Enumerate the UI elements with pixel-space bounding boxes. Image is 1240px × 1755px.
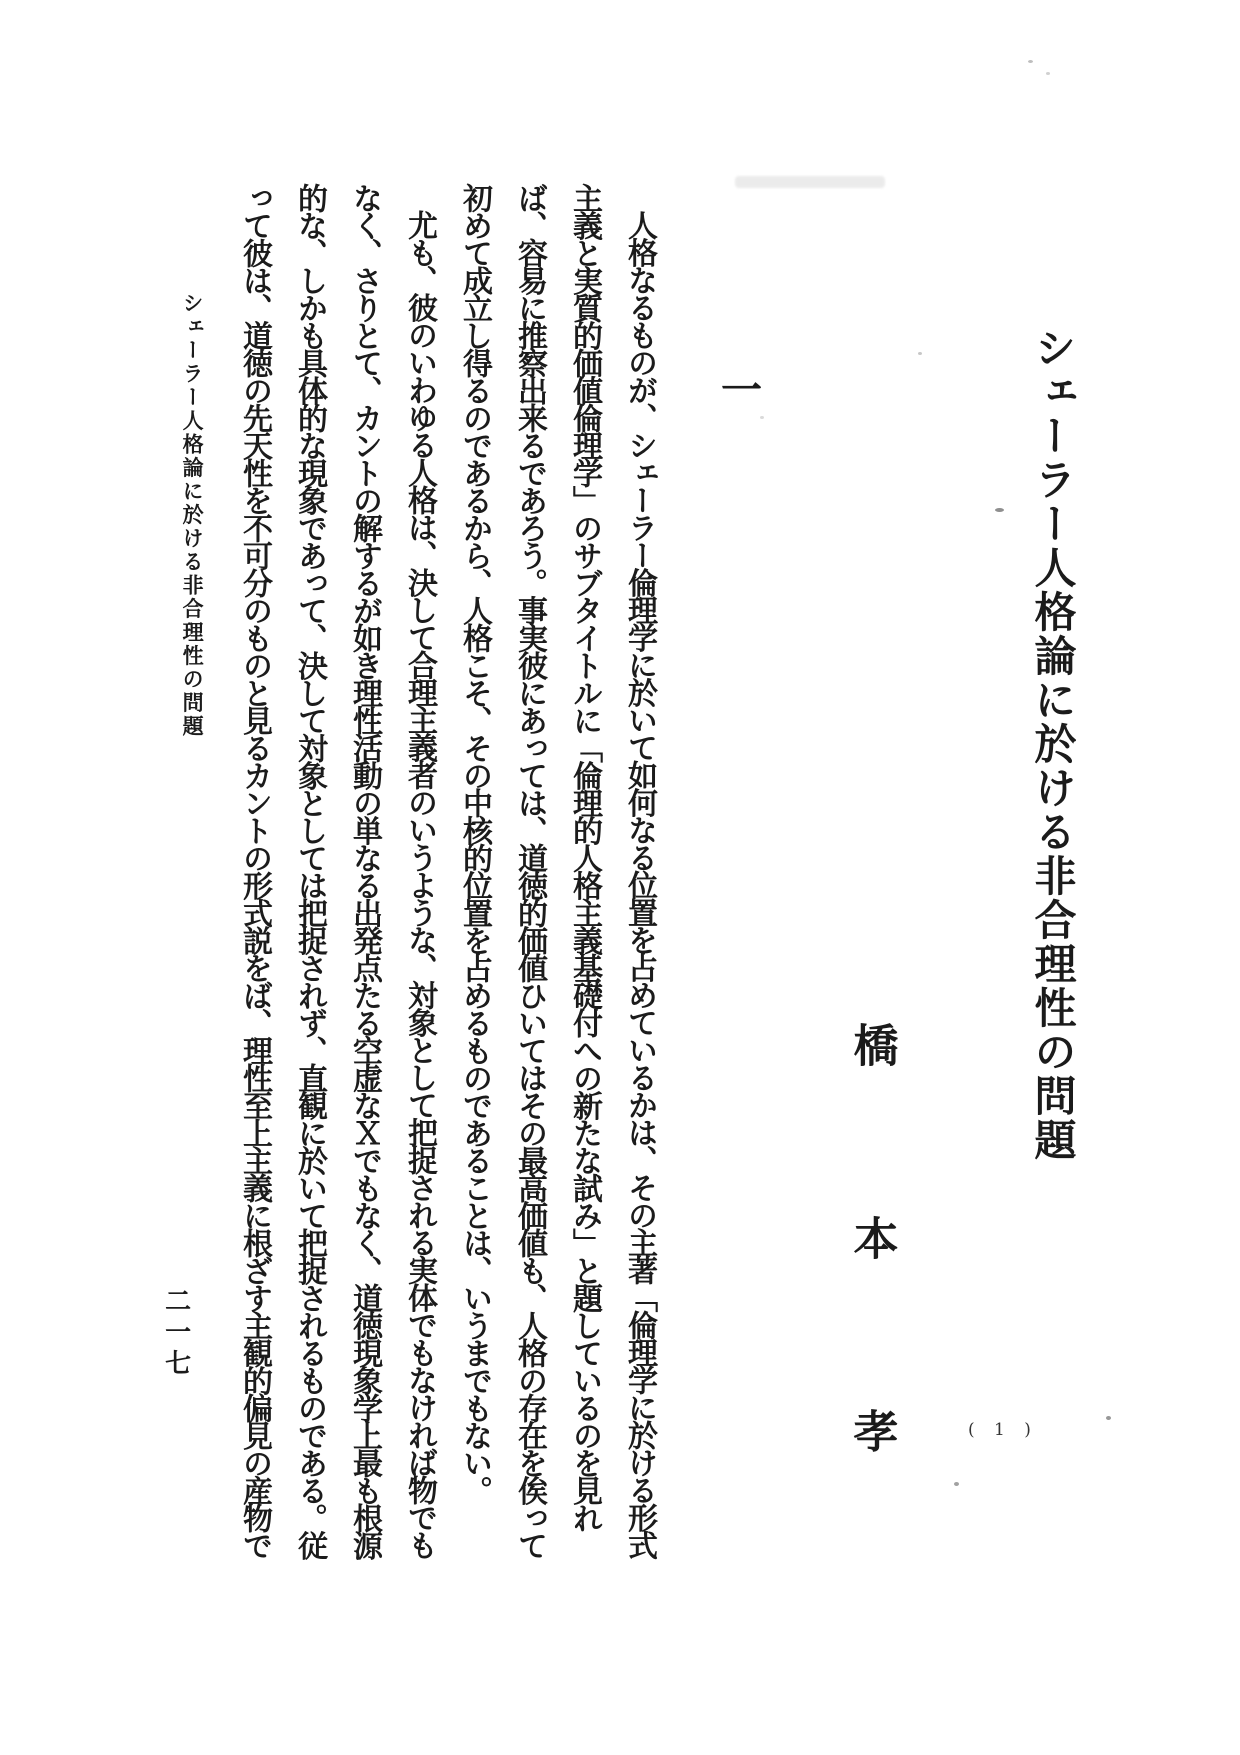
- running-title: シェーラー人格論に於ける非合理性の問題: [180, 292, 206, 739]
- scan-speck: [1028, 60, 1033, 63]
- scan-speck: [918, 352, 922, 355]
- scan-smudge: [735, 176, 885, 188]
- body-paragraph-1: 人格なるものが、シェーラー倫理学に於いて如何なる位置を占めているかは、その主著「倫理学に於ける形式主義と実質的価値倫理学」のサブタイトルに「倫理的人格主義基礎付への新たな試み」と題しているのを見れば、容易に推察出来るであろう。事実彼にあっては、道徳的価値ひいてはその最高価値も、人格の存在を俟って初めて成立し得るのであるから、人格こそ、その中核的位置を占めるものであることは、いうまでもない。: [457, 183, 657, 1558]
- section-number: 一: [714, 368, 762, 409]
- page-number: 二一七: [160, 1287, 191, 1380]
- scan-speck: [1046, 72, 1050, 75]
- body-paragraph-2: 尤も、彼のいわゆる人格は、決して合理主義者のいうような、対象として把捉される実体でもなければ物でもなく、さりとて、カントの解するが如き理性活動の単なる出発点たる空虚なＸでもなく、道徳現象学上最も根源的な、しかも具体的な現象であって、決して対象としては把捉されず、直観に於いて把捉されるものである。従って彼は、道徳の先天性を不可分のものと見るカントの形式説をば、理性至上主義に根ざす主観的偏見の産物で: [237, 183, 437, 1558]
- folio-number: ( 1 ): [968, 1420, 1038, 1440]
- scan-speck: [760, 416, 764, 419]
- scan-speck: [954, 1482, 959, 1486]
- scan-speck: [1106, 1416, 1111, 1420]
- body-text: [227, 183, 667, 1565]
- scan-speck: [995, 508, 1004, 512]
- article-title: シェーラー人格論に於ける非合理性の問題: [1028, 326, 1078, 1162]
- author-name: 橋本孝: [845, 1022, 899, 1601]
